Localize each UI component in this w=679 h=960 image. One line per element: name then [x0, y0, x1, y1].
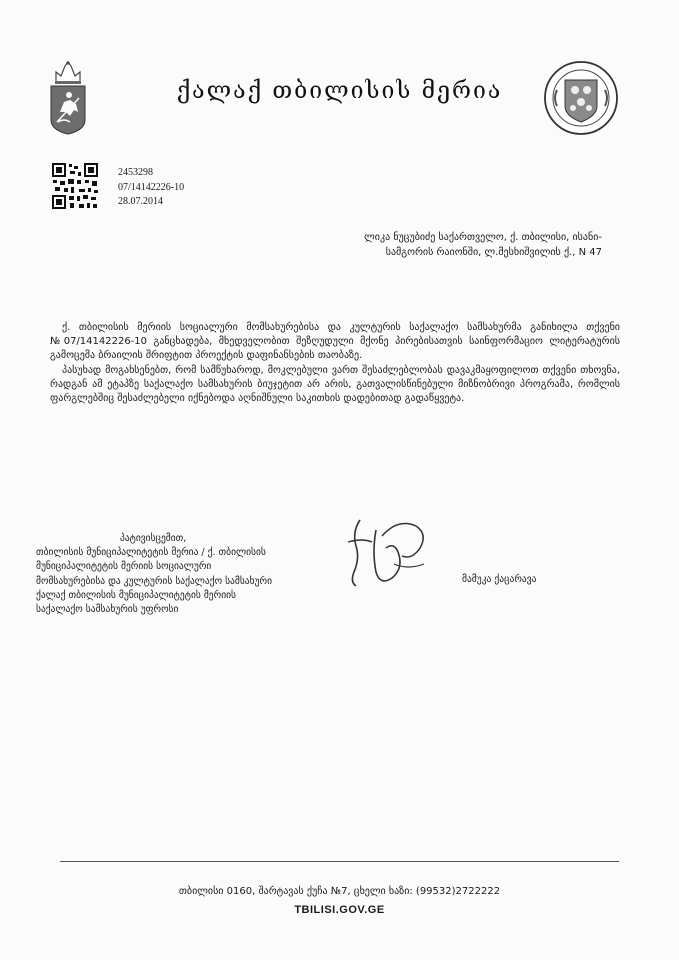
- document-reference: 07/14142226-10: [118, 181, 185, 193]
- recipient-line-2: სამგორის რაიონში, ლ.მესხიშვილის ქ., N 47: [385, 247, 602, 258]
- body-paragraph-2: პასუხად მოგახსენებთ, რომ სამწუხაროდ, მოკლებული ვართ შესაძლებლობას დავაკმაყოფილოთ თქვენი თხოვნა, რადგან ამ ეტაპზე საქალაქო სამსახურის ბიუჯეტით არ არის, გათვალისწინებული მიზნობრივი პროგრამა, რომლის ფარგლებშიც შესაძლებელი იქნებოდა აღნიშნული საკითხის დადებითად გადაწყვეტა.: [50, 364, 620, 405]
- signature-line-4: ქალაქ თბილისის მუნიციპალიტეტის მერიის: [36, 589, 236, 601]
- page-title: ქალაქ თბილისის მერია: [176, 78, 503, 104]
- signature-line-2: მუნიციპალიტეტის მერიის სოციალური: [36, 561, 212, 573]
- closing-greeting: პატივისცემით,: [120, 533, 187, 544]
- footer-divider: [60, 861, 619, 862]
- qr-code-icon: [52, 163, 98, 209]
- recipient-line-1: ლიკა ნუცუბიძე საქართველო, ქ. თბილისი, ისანი-: [364, 232, 602, 243]
- signer-name: მამუკა ქაცარავა: [462, 574, 537, 585]
- document-date: 28.07.2014: [118, 196, 163, 207]
- recipient-address: [352, 230, 602, 260]
- letter-body: [50, 321, 620, 406]
- footer-website-link[interactable]: TBILISI.GOV.GE: [294, 904, 385, 916]
- footer-address: თბილისი 0160, შარტავას ქუჩა №7, ცხელი ხაზი: (99532)2722222: [178, 886, 501, 897]
- signature-line-1: თბილისის მუნიციპალიტეტის მერია / ქ. თბილისის: [36, 547, 266, 559]
- city-seal-icon: [543, 60, 619, 136]
- signature-line-3: მომსახურებისა და კულტურის საქალაქო სამსახური: [36, 575, 273, 587]
- handwritten-signature: [342, 512, 434, 594]
- signature-block: [36, 532, 272, 617]
- document-number: 2453298: [118, 167, 153, 178]
- signature-line-5: საქალაქო სამსახურის უფროსი: [36, 604, 179, 616]
- body-paragraph-1: ქ. თბილისის მერიის სოციალური მომსახურებისა და კულტურის საქალაქო სამსახურმა განიხილა თქვენი №07/14142226-10 განცხადება, მხედველობით შეზღუდული მქონე პირებისათვის საინფორმაციო ლიტერატურის გამოცემა ბრაილის შრიფტით პროექტის დაფინანსების თაობაზე.: [50, 322, 620, 362]
- document-meta: [118, 166, 184, 210]
